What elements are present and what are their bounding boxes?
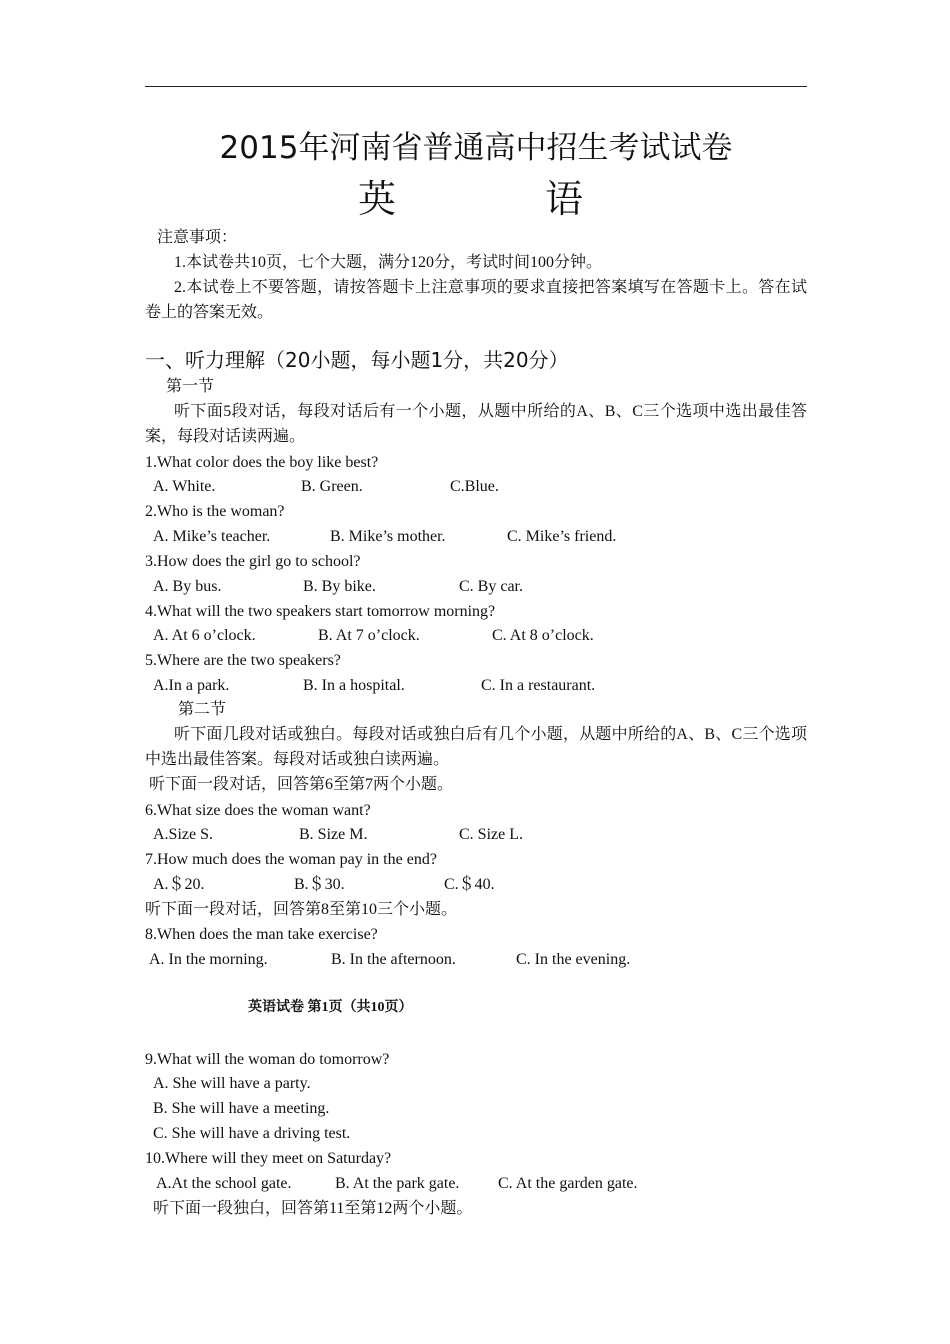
q4-option-a: A. At 6 o’clock. [153, 627, 256, 644]
q1-option-b: B. Green. [301, 478, 363, 495]
q7-option-a: A.＄20. [153, 876, 205, 893]
notice-heading: 注意事项： [157, 229, 238, 246]
notice-item-1: 1.本试卷共10页，七个大题，满分120分，考试时间100分钟。 [174, 254, 603, 271]
page-footer: 英语试卷 第1页（共10页） [248, 1000, 413, 1015]
q2-option-b: B. Mike’s mother. [330, 528, 446, 545]
question-7: 7.How much does the woman pay in the end? [145, 851, 437, 868]
q3-option-a: A. By bus. [153, 578, 222, 595]
q6-option-a: A.Size S. [153, 826, 213, 843]
notice-item-2: 2.本试卷上不要答题，请按答题卡上注意事项的要求直接把答案填写在答题卡上。答在试卷上的答案无效。 [145, 279, 807, 321]
q9-option-c: C. She will have a driving test. [153, 1125, 351, 1142]
q2-option-a: A. Mike’s teacher. [153, 528, 271, 545]
q6-option-b: B. Size M. [299, 826, 368, 843]
q6-option-c: C. Size L. [459, 826, 523, 843]
q4-option-c: C. At 8 o’clock. [492, 627, 594, 644]
q3-option-c: C. By car. [459, 578, 523, 595]
top-rule [145, 86, 807, 87]
q7-option-b: B.＄30. [294, 876, 345, 893]
question-5: 5.Where are the two speakers? [145, 652, 341, 669]
q8-option-c: C. In the evening. [516, 951, 631, 968]
q1-option-c: C.Blue. [450, 478, 499, 495]
q4-option-b: B. At 7 o’clock. [318, 627, 420, 644]
part-1-label: 第一节 [166, 378, 215, 395]
q10-option-a: A.At the school gate. [156, 1175, 292, 1192]
q9-option-b: B. She will have a meeting. [153, 1100, 330, 1117]
q10-option-c: C. At the garden gate. [498, 1175, 638, 1192]
question-1: 1.What color does the boy like best? [145, 454, 379, 471]
q2-option-c: C. Mike’s friend. [507, 528, 617, 545]
q8-option-b: B. In the afternoon. [331, 951, 456, 968]
subject-char-1: 英 [358, 177, 397, 221]
prompt-q11-12: 听下面一段独白，回答第11至第12两个小题。 [153, 1200, 473, 1217]
subject-char-2: 语 [545, 177, 584, 221]
question-8: 8.When does the man take exercise? [145, 926, 378, 943]
prompt-q8-10: 听下面一段对话，回答第8至第10三个小题。 [145, 901, 458, 918]
q5-option-c: C. In a restaurant. [481, 677, 596, 694]
q3-option-b: B. By bike. [303, 578, 376, 595]
exam-title: 2015年河南省普通高中招生考试试卷 [219, 130, 733, 166]
question-2: 2.Who is the woman? [145, 503, 285, 520]
q7-option-c: C.＄40. [444, 876, 495, 893]
q8-option-a: A. In the morning. [149, 951, 268, 968]
question-10: 10.Where will they meet on Saturday? [145, 1150, 392, 1167]
part-2-label: 第二节 [178, 701, 227, 718]
section-1-title: 一、听力理解（20小题，每小题1分，共20分） [145, 348, 569, 372]
question-3: 3.How does the girl go to school? [145, 553, 361, 570]
q5-option-a: A.In a park. [153, 677, 230, 694]
q10-option-b: B. At the park gate. [335, 1175, 460, 1192]
q1-option-a: A. White. [153, 478, 216, 495]
q5-option-b: B. In a hospital. [303, 677, 405, 694]
part-1-instruction: 听下面5段对话，每段对话后有一个小题，从题中所给的A、B、C三个选项中选出最佳答案，每段对话读两遍。 [145, 403, 807, 445]
part-2-instruction: 听下面几段对话或独白。每段对话或独白后有几个小题，从题中所给的A、B、C三个选项中选出最佳答案。每段对话或独白读两遍。 [145, 726, 807, 768]
question-4: 4.What will the two speakers start tomorrow morning? [145, 603, 496, 620]
prompt-q6-7: 听下面一段对话，回答第6至第7两个小题。 [149, 776, 454, 793]
question-9: 9.What will the woman do tomorrow? [145, 1051, 390, 1068]
q9-option-a: A. She will have a party. [153, 1075, 311, 1092]
question-6: 6.What size does the woman want? [145, 802, 371, 819]
